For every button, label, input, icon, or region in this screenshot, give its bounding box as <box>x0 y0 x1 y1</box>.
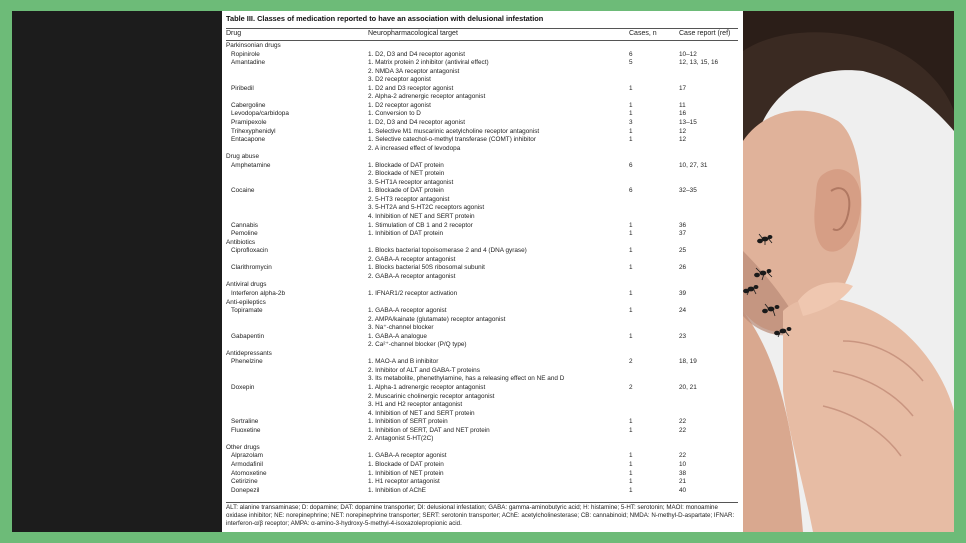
table-row <box>222 401 743 410</box>
target-cell: 2. GABA-A receptor antagonist <box>368 272 456 280</box>
ref-cell: 18, 19 <box>679 358 697 366</box>
target-cell: 1. Blocks bacterial 50S ribosomal subunit <box>368 264 485 272</box>
table-row <box>222 333 743 342</box>
target-cell: 2. AMPA/kainate (glutamate) receptor antagonist <box>368 315 506 323</box>
target-cell: 1. Blocks bacterial topoisomerase 2 and 4 (DNA gyrase) <box>368 247 527 255</box>
drug-cell: Cannabis <box>231 221 259 229</box>
target-cell: 1. Blockade of DAT protein <box>368 187 444 195</box>
target-cell: 1. Inhibition of SERT protein <box>368 418 448 426</box>
drug-cell: Pemoline <box>231 230 258 238</box>
table-row <box>222 68 743 77</box>
table-row <box>222 128 743 137</box>
ref-cell: 22 <box>679 418 687 426</box>
table-row <box>222 452 743 461</box>
cases-cell: 1 <box>629 230 633 238</box>
target-cell: 2. A increased effect of levodopa <box>368 144 461 152</box>
category-row <box>222 444 743 453</box>
target-cell: 1. IFNAR1/2 receptor activation <box>368 289 458 297</box>
ref-cell: 13–15 <box>679 118 697 126</box>
table-row <box>222 256 743 265</box>
drug-cell: Donepezil <box>231 486 260 494</box>
target-cell: 1. GABA-A receptor agonist <box>368 452 447 460</box>
target-cell: 2. Antagonist 5-HT(2C) <box>368 435 434 443</box>
table-row <box>222 290 743 299</box>
header-cases: Cases, n <box>629 30 657 37</box>
drug-cell: Antiviral drugs <box>226 281 267 289</box>
document-page <box>222 11 743 532</box>
photo-ants-on-face <box>743 11 954 532</box>
category-row <box>222 42 743 51</box>
ref-cell: 12 <box>679 136 687 144</box>
category-row <box>222 350 743 359</box>
cases-cell: 1 <box>629 469 633 477</box>
cases-cell: 1 <box>629 478 633 486</box>
drug-cell: Trihexyphenidyl <box>231 127 276 135</box>
target-cell: 3. Na⁺-channel blocker <box>368 324 434 332</box>
video-frame <box>12 11 954 532</box>
ref-cell: 23 <box>679 332 687 340</box>
drug-cell: Piribedil <box>231 84 254 92</box>
drug-cell: Alprazolam <box>231 452 263 460</box>
target-cell: 1. Alpha-1 adrenergic receptor antagonist <box>368 384 486 391</box>
drug-cell: Levodopa/carbidopa <box>231 110 289 118</box>
drug-cell: Drug abuse <box>226 153 260 161</box>
drug-cell: Cocaine <box>231 187 255 195</box>
cases-cell: 2 <box>629 358 633 366</box>
target-cell: 1. D2, D3 and D4 receptor agonist <box>368 50 465 58</box>
ref-cell: 26 <box>679 264 687 272</box>
target-cell: 1. MAO-A and B inhibitor <box>368 358 439 366</box>
target-cell: 1. Stimulation of CB 1 and 2 receptor <box>368 221 473 229</box>
rule-header <box>226 40 738 41</box>
category-row <box>222 239 743 248</box>
table-row <box>222 196 743 205</box>
ref-cell: 25 <box>679 247 687 255</box>
cases-cell: 1 <box>629 247 633 255</box>
cases-cell: 1 <box>629 486 633 494</box>
cases-cell: 2 <box>629 384 633 391</box>
target-cell: 1. Conversion to D <box>368 110 421 118</box>
cases-cell: 1 <box>629 84 633 92</box>
target-cell: 1. Blockade of DAT protein <box>368 161 444 169</box>
header-target: Neuropharmacological target <box>368 30 458 37</box>
drug-cell: Amphetamine <box>231 161 271 169</box>
cases-cell: 1 <box>629 289 633 297</box>
ref-cell: 40 <box>679 486 687 494</box>
table-row <box>222 145 743 154</box>
ref-cell: 37 <box>679 230 687 238</box>
ref-cell: 12, 13, 15, 16 <box>679 59 719 67</box>
table-row <box>222 461 743 470</box>
cases-cell: 6 <box>629 50 633 58</box>
target-cell: 1. Matrix protein 2 inhibitor (antiviral effect) <box>368 59 489 67</box>
drug-cell: Entacapone <box>231 136 266 144</box>
drug-cell: Doxepin <box>231 384 255 391</box>
table-row <box>222 76 743 85</box>
target-cell: 2. Muscarinic cholinergic receptor antagonist <box>368 392 495 400</box>
ref-cell: 24 <box>679 307 687 315</box>
table-row <box>222 470 743 479</box>
target-cell: 1. Selective catechol-o-methyl transferase (COMT) inhibitor <box>368 136 536 144</box>
ref-cell: 32–35 <box>679 187 697 195</box>
target-cell: 2. Blockade of NET protein <box>368 170 445 178</box>
table-row <box>222 375 743 384</box>
target-cell: 3. 5-HT2A and 5-HT2C receptors agonist <box>368 204 485 212</box>
ref-cell: 10, 27, 31 <box>679 161 708 169</box>
cases-cell: 1 <box>629 101 633 109</box>
target-cell: 2. 5-HT3 receptor antagonist <box>368 195 450 203</box>
table-row <box>222 51 743 60</box>
target-cell: 2. Ca²⁺-channel blocker (P/Q type) <box>368 341 467 349</box>
table-row <box>222 427 743 436</box>
drug-cell: Cabergoline <box>231 101 266 109</box>
target-cell: 3. H1 and H2 receptor antagonist <box>368 401 463 409</box>
cases-cell: 1 <box>629 136 633 144</box>
cases-cell: 1 <box>629 332 633 340</box>
ref-cell: 39 <box>679 289 687 297</box>
drug-cell: Ciprofloxacin <box>231 247 268 255</box>
target-cell: 2. NMDA 3A receptor antagonist <box>368 67 460 75</box>
target-cell: 1. Selective M1 muscarinic acetylcholine receptor antagonist <box>368 127 540 135</box>
ref-cell: 12 <box>679 127 687 135</box>
cases-cell: 1 <box>629 460 633 468</box>
ref-cell: 21 <box>679 478 687 486</box>
target-cell: 2. GABA-A receptor antagonist <box>368 255 456 263</box>
target-cell: 1. H1 receptor antagonist <box>368 478 440 486</box>
cases-cell: 1 <box>629 426 633 434</box>
table-row <box>222 316 743 325</box>
table-row <box>222 307 743 316</box>
table-row <box>222 93 743 102</box>
target-cell: 1. D2 receptor agonist <box>368 101 431 109</box>
cases-cell: 5 <box>629 59 633 67</box>
target-cell: 1. Inhibition of NET protein <box>368 469 444 477</box>
drug-cell: Sertraline <box>231 418 259 426</box>
drug-cell: Cetirizine <box>231 478 258 486</box>
table-row <box>222 187 743 196</box>
ref-cell: 11 <box>679 101 686 109</box>
target-cell: 1. D2, D3 and D4 receptor agonist <box>368 118 465 126</box>
ref-cell: 22 <box>679 452 687 460</box>
ref-cell: 10–12 <box>679 50 697 58</box>
table-row <box>222 273 743 282</box>
ref-cell: 38 <box>679 469 687 477</box>
table-row <box>222 170 743 179</box>
rule-bottom <box>226 502 738 503</box>
target-cell: 4. Inhibition of NET and SERT protein <box>368 409 475 417</box>
drug-cell: Clarithromycin <box>231 264 272 272</box>
drug-cell: Anti-epileptics <box>226 298 266 306</box>
table-row <box>222 324 743 333</box>
target-cell: 1. GABA-A receptor agonist <box>368 307 447 315</box>
cases-cell: 3 <box>629 118 633 126</box>
drug-cell: Antidepressants <box>226 349 272 357</box>
cases-cell: 1 <box>629 307 633 315</box>
table-row <box>222 162 743 171</box>
table-row <box>222 384 743 393</box>
cases-cell: 1 <box>629 418 633 426</box>
table-row <box>222 136 743 145</box>
target-cell: 1. Inhibition of DAT protein <box>368 230 444 238</box>
table-row <box>222 358 743 367</box>
table-row <box>222 341 743 350</box>
table-row <box>222 85 743 94</box>
header-drug: Drug <box>226 30 242 37</box>
target-cell: 2. Inhibitor of ALT and GABA-T proteins <box>368 366 480 374</box>
ref-cell: 36 <box>679 221 687 229</box>
cases-cell: 1 <box>629 264 633 272</box>
target-cell: 1. Inhibition of AChE <box>368 486 426 494</box>
cases-cell: 6 <box>629 187 633 195</box>
table-row <box>222 119 743 128</box>
cases-cell: 1 <box>629 221 633 229</box>
drug-cell: Topiramate <box>231 307 263 315</box>
table-row <box>222 264 743 273</box>
target-cell: 1. Blockade of DAT protein <box>368 460 444 468</box>
table-row <box>222 204 743 213</box>
ref-cell: 17 <box>679 84 687 92</box>
drug-cell: Armodafinil <box>231 460 263 468</box>
table-footnote: ALT: alanine transaminase; D: dopamine; DAT: dopamine transporter; DI: delusional infestation; GABA: gamma-aminobutyric acid; H: histamine; 5-HT: serotonin; MAOI: monoamine oxidase inhibitor; NE: norepinephrine; NET: norepinephrine transporter; SERT: serotonin transporter; AChE: acetylcholinesterase; CB: cannabinoid; NMDA: N-methyl-D-aspartate; IFNAR: interferon-α/β receptor; AMPA: α-amino-3-hydroxy-5-methyl-4-isoxazolepropionic acid. <box>226 504 735 528</box>
ref-cell: 16 <box>679 110 687 118</box>
table-row <box>222 487 743 496</box>
drug-cell: Other drugs <box>226 443 260 451</box>
table-row <box>222 102 743 111</box>
category-row <box>222 153 743 162</box>
drug-cell: Ropinirole <box>231 50 260 58</box>
drug-cell: Antibiotics <box>226 238 256 246</box>
table-row <box>222 110 743 119</box>
ref-cell: 20, 21 <box>679 384 697 391</box>
table-row <box>222 418 743 427</box>
target-cell: 1. D2 and D3 receptor agonist <box>368 84 454 92</box>
table-title: Table III. Classes of medication reported to have an association with delusional infestation <box>226 14 544 23</box>
drug-cell: Parkinsonian drugs <box>226 42 281 49</box>
category-row <box>222 281 743 290</box>
table-row <box>222 367 743 376</box>
target-cell: 2. Alpha-2 adrenergic receptor antagonist <box>368 93 486 101</box>
cases-cell: 1 <box>629 452 633 460</box>
cases-cell: 6 <box>629 161 633 169</box>
drug-cell: Phenelzine <box>231 358 263 366</box>
category-row <box>222 299 743 308</box>
table-row <box>222 59 743 68</box>
table-row <box>222 247 743 256</box>
drug-cell: Gabapentin <box>231 332 265 340</box>
target-cell: 4. Inhibition of NET and SERT protein <box>368 213 475 220</box>
header-ref: Case report (ref) <box>679 30 731 37</box>
table-row <box>222 222 743 231</box>
cases-cell: 1 <box>629 127 633 135</box>
ants-on-face-icon <box>743 11 954 532</box>
table-row <box>222 179 743 188</box>
table-row <box>222 410 743 419</box>
table-row <box>222 393 743 402</box>
drug-cell: Atomoxetine <box>231 469 267 477</box>
drug-cell: Fluoxetine <box>231 426 261 434</box>
target-cell: 3. 5-HT1A receptor antagonist <box>368 178 454 186</box>
target-cell: 3. D2 receptor agonist <box>368 76 431 84</box>
rule-top <box>226 28 738 29</box>
cases-cell: 1 <box>629 110 633 118</box>
ref-cell: 10 <box>679 460 687 468</box>
ref-cell: 22 <box>679 426 687 434</box>
table-row <box>222 435 743 444</box>
drug-cell: Interferon alpha-2b <box>231 289 286 297</box>
target-cell: 1. Inhibition of SERT, DAT and NET protein <box>368 426 490 434</box>
target-cell: 3. Its metabolite, phenethylamine, has a releasing effect on NE and D <box>368 375 565 383</box>
table-row <box>222 478 743 487</box>
table-row <box>222 230 743 239</box>
drug-cell: Pramipexole <box>231 118 267 126</box>
target-cell: 1. GABA-A analogue <box>368 332 427 340</box>
table-row <box>222 213 743 222</box>
drug-cell: Amantadine <box>231 59 266 67</box>
